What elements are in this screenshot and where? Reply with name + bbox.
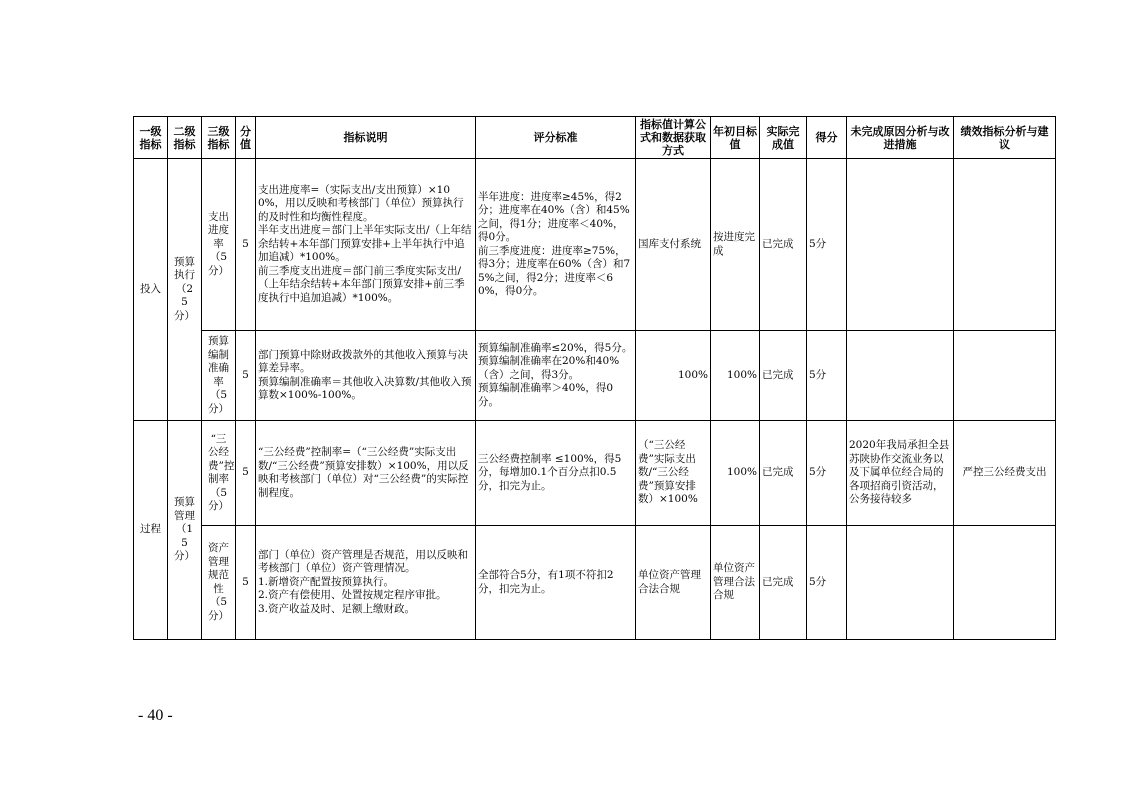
- suggestion-cell: [954, 331, 1056, 421]
- header-row: [134, 117, 1056, 159]
- tier3-cell: 预算编制准确率（5分）: [202, 331, 236, 421]
- tier1-process: 过程: [134, 421, 168, 640]
- score-value-cell: 5: [236, 526, 256, 640]
- tier3-cell: 支出进度率（5分）: [202, 159, 236, 331]
- target-cell: 100%: [711, 421, 760, 526]
- tier2-budget-execution: 预算执行（25分）: [168, 159, 202, 421]
- score-cell: 5分: [807, 526, 847, 640]
- table-row: [134, 526, 1056, 640]
- target-cell: 单位资产管理合法合规: [711, 526, 760, 640]
- header-description: 指标说明: [256, 117, 476, 159]
- actual-cell: 已完成: [760, 331, 807, 421]
- performance-table: [133, 116, 1056, 640]
- header-actual: 实际完成值: [760, 117, 807, 159]
- suggestion-cell: [954, 159, 1056, 331]
- description-cell: 支出进度率=（实际支出/支出预算）×100%，用以反映和考核部门（单位）预算执行的及时性和均衡性程度。 半年支出进度＝部门上半年实际支出/（上年结余结转+本年部门预算安排+上半年执行中追加追减）*100%。 前三季度支出进度＝部门前三季度实际支出/（上年结余结转+本年部门预算安排+前三季度执行中追加追减）*100%。: [256, 159, 476, 331]
- score-value-cell: 5: [236, 421, 256, 526]
- tier3-cell: 资产管理规范性（5分）: [202, 526, 236, 640]
- target-cell: 100%: [711, 331, 760, 421]
- criteria-cell: 全部符合5分，有1项不符扣2分，扣完为止。: [476, 526, 636, 640]
- header-tier2: 二级指标: [168, 117, 202, 159]
- criteria-cell: 预算编制准确率≤20%，得5分。 预算编制准确率在20%和40%（含）之间，得3分。 预算编制准确率＞40%，得0分。: [476, 331, 636, 421]
- header-formula: 指标值计算公式和数据获取方式: [636, 117, 711, 159]
- description-cell: 部门预算中除财政拨款外的其他收入预算与决算差异率。 预算编制准确率＝其他收入决算数/其他收入预算数×100%-100%。: [256, 331, 476, 421]
- table-row: [134, 159, 1056, 331]
- formula-cell: （“三公经费”实际支出数/“三公经费”预算安排数）×100%: [636, 421, 711, 526]
- suggestion-cell: [954, 526, 1056, 640]
- header-criteria: 评分标准: [476, 117, 636, 159]
- header-tier3: 三级指标: [202, 117, 236, 159]
- reason-cell: [847, 331, 954, 421]
- tier1-input: 投入: [134, 159, 168, 421]
- actual-cell: 已完成: [760, 421, 807, 526]
- reason-cell: [847, 159, 954, 331]
- actual-cell: 已完成: [760, 526, 807, 640]
- tier3-cell: “三公经费”控制率（5分）: [202, 421, 236, 526]
- header-reason: 未完成原因分析与改进措施: [847, 117, 954, 159]
- table-row: [134, 331, 1056, 421]
- score-cell: 5分: [807, 421, 847, 526]
- criteria-cell: 三公经费控制率 ≤100%，得5分，每增加0.1个百分点扣0.5分，扣完为止。: [476, 421, 636, 526]
- header-tier1: 一级指标: [134, 117, 168, 159]
- suggestion-cell: 严控三公经费支出: [954, 421, 1056, 526]
- tier2-budget-management: 预算管理（15分）: [168, 421, 202, 640]
- formula-cell: 单位资产管理合法合规: [636, 526, 711, 640]
- description-cell: “三公经费”控制率=（“三公经费”实际支出数/“三公经费”预算安排数）×100%，用以反映和考核部门（单位）对“三公经费”的实际控制程度。: [256, 421, 476, 526]
- header-suggestion: 绩效指标分析与建议: [954, 117, 1056, 159]
- score-value-cell: 5: [236, 159, 256, 331]
- table-row: [134, 421, 1056, 526]
- reason-cell: [847, 526, 954, 640]
- page-number: - 40 -: [138, 707, 173, 724]
- score-cell: 5分: [807, 331, 847, 421]
- target-cell: 按进度完成: [711, 159, 760, 331]
- actual-cell: 已完成: [760, 159, 807, 331]
- formula-cell: 国库支付系统: [636, 159, 711, 331]
- score-value-cell: 5: [236, 331, 256, 421]
- header-score: 得分: [807, 117, 847, 159]
- header-score-value: 分值: [236, 117, 256, 159]
- score-cell: 5分: [807, 159, 847, 331]
- header-target: 年初目标值: [711, 117, 760, 159]
- formula-cell: 100%: [636, 331, 711, 421]
- reason-cell: 2020年我局承担全县苏陕协作交流业务以及下属单位经合局的各项招商引资活动，公务接待较多: [847, 421, 954, 526]
- description-cell: 部门（单位）资产管理是否规范，用以反映和考核部门（单位）资产管理情况。 1.新增资产配置按预算执行。 2.资产有偿使用、处置按规定程序审批。 3.资产收益及时、足额上缴财政。: [256, 526, 476, 640]
- criteria-cell: 半年进度：进度率≥45%，得2分；进度率在40%（含）和45%之间，得1分；进度率＜40%，得0分。 前三季度进度：进度率≥75%，得3分；进度率在60%（含）和75%之间，得2分；进度率＜60%，得0分。: [476, 159, 636, 331]
